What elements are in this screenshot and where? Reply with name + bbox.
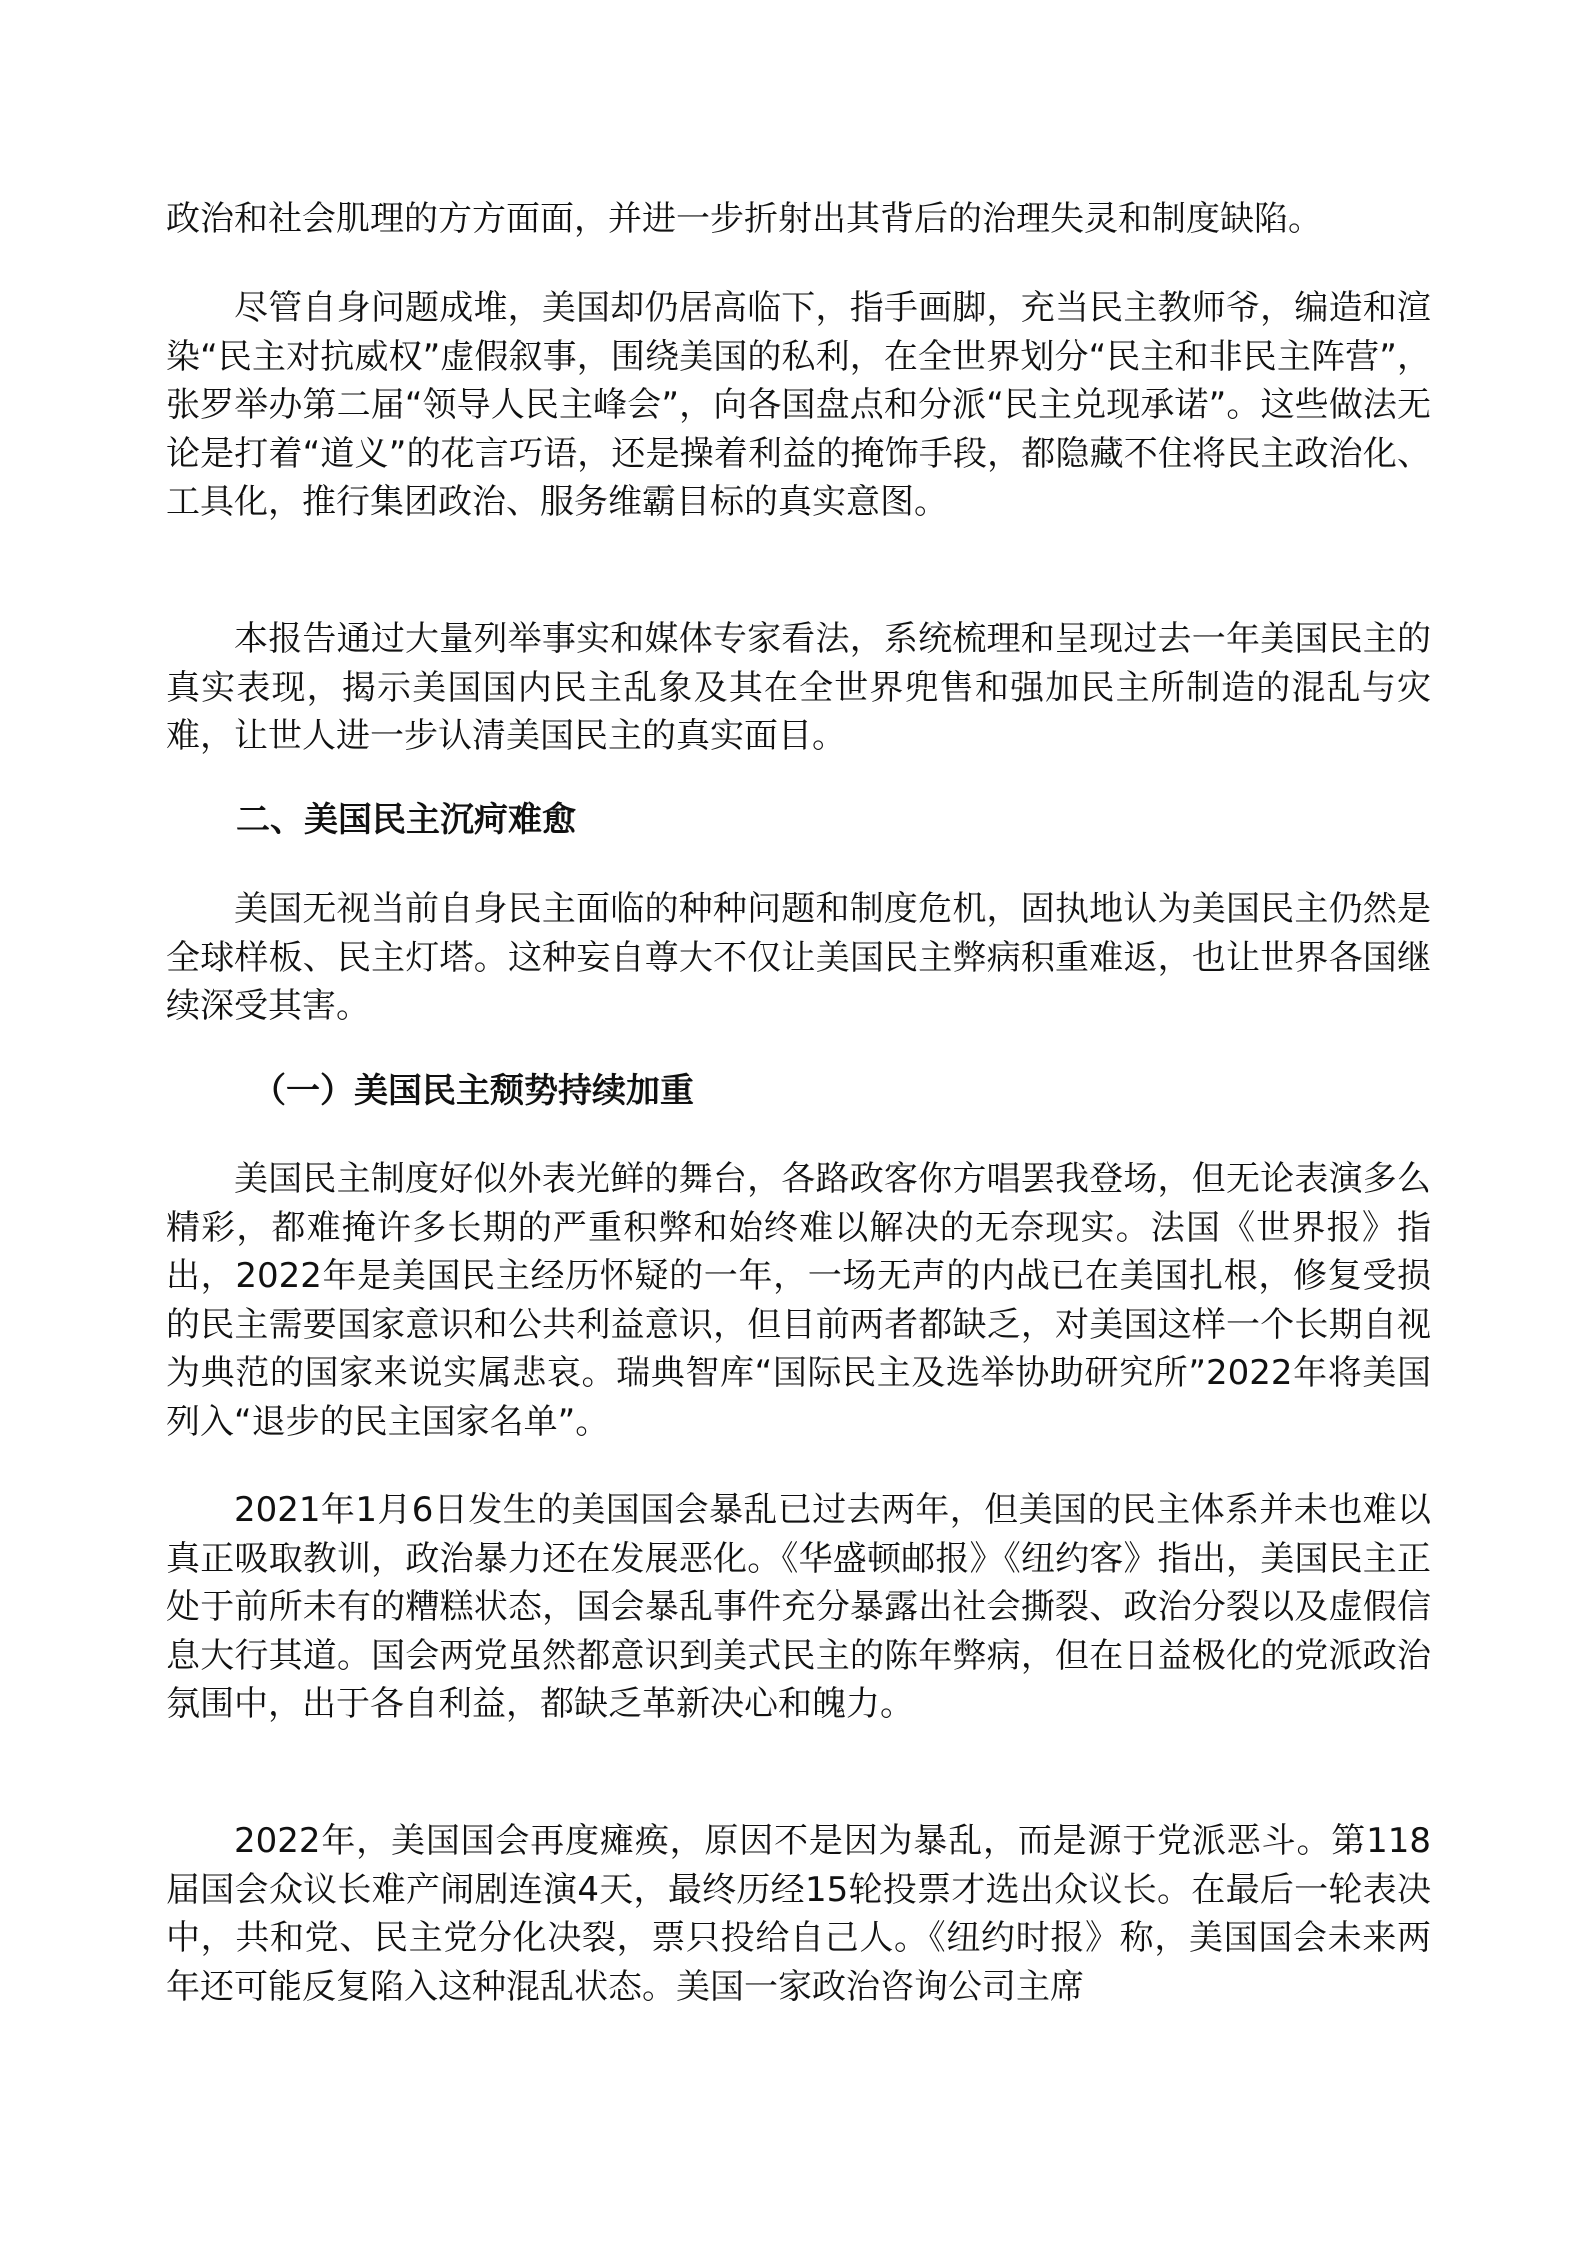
paragraph-democracy-stage: 美国民主制度好似外表光鲜的舞台，各路政客你方唱罢我登场，但无论表演多么精彩，都难掩许多长期的严重积弊和始终难以解决的无奈现实。法国《世界报》指出，2022年是美国民主经历怀疑的一年，一场无声的内战已在美国扎根，修复受损的民主需要国家意识和公共利益意识，但目前两者都缺乏，对美国这样一个长期自视为典范的国家来说实属悲哀。瑞典智库“国际民主及选举协助研究所”2022年将美国列入“退步的民主国家名单”。 (166, 1159, 1431, 1442)
paragraph-self-problems: 尽管自身问题成堆，美国却仍居高临下，指手画脚，充当民主教师爷，编造和渲染“民主对抗威权”虚假叙事，围绕美国的私利，在全世界划分“民主和非民主阵营”，张罗举办第二届“领导人民主峰会”，向各国盘点和分派“民主兑现承诺”。这些做法无论是打着“道义”的花言巧语，还是操着利益的掩饰手段，都隐藏不住将民主政治化、工具化，推行集团政治、服务维霸目标的真实意图。 (166, 288, 1431, 522)
paragraph-section-intro: 美国无视当前自身民主面临的种种问题和制度危机，固执地认为美国民主仍然是全球样板、民主灯塔。这种妄自尊大不仅让美国民主弊病积重难返，也让世界各国继续深受其害。 (166, 889, 1431, 1026)
paragraph-capitol-riot: 2021年1月6日发生的美国国会暴乱已过去两年，但美国的民主体系并未也难以真正吸取教训，政治暴力还在发展恶化。《华盛顿邮报》《纽约客》指出，美国民主正处于前所未有的糟糕状态，国会暴乱事件充分暴露出社会撕裂、政治分裂以及虚假信息大行其道。国会两党虽然都意识到美式民主的陈年弊病，但在日益极化的党派政治氛围中，出于各自利益，都缺乏革新决心和魄力。 (166, 1490, 1431, 1724)
section-heading: 二、美国民主沉疴难愈 (236, 800, 576, 840)
paragraph-continued: 政治和社会肌理的方方面面，并进一步折射出其背后的治理失灵和制度缺陷。 (166, 199, 1322, 239)
paragraph-report-purpose: 本报告通过大量列举事实和媒体专家看法，系统梳理和呈现过去一年美国民主的真实表现，揭示美国国内民主乱象及其在全世界兜售和强加民主所制造的混乱与灾难，让世人进一步认清美国民主的真实面目。 (166, 619, 1431, 756)
paragraph-congress-paralysis: 2022年，美国国会再度瘫痪，原因不是因为暴乱，而是源于党派恶斗。第118届国会众议长难产闹剧连演4天，最终历经15轮投票才选出众议长。在最后一轮表决中，共和党、民主党分化决裂，票只投给自己人。《纽约时报》称，美国国会未来两年还可能反复陷入这种混乱状态。美国一家政治咨询公司主席 (166, 1821, 1431, 2007)
subsection-heading: （一）美国民主颓势持续加重 (252, 1071, 694, 1111)
